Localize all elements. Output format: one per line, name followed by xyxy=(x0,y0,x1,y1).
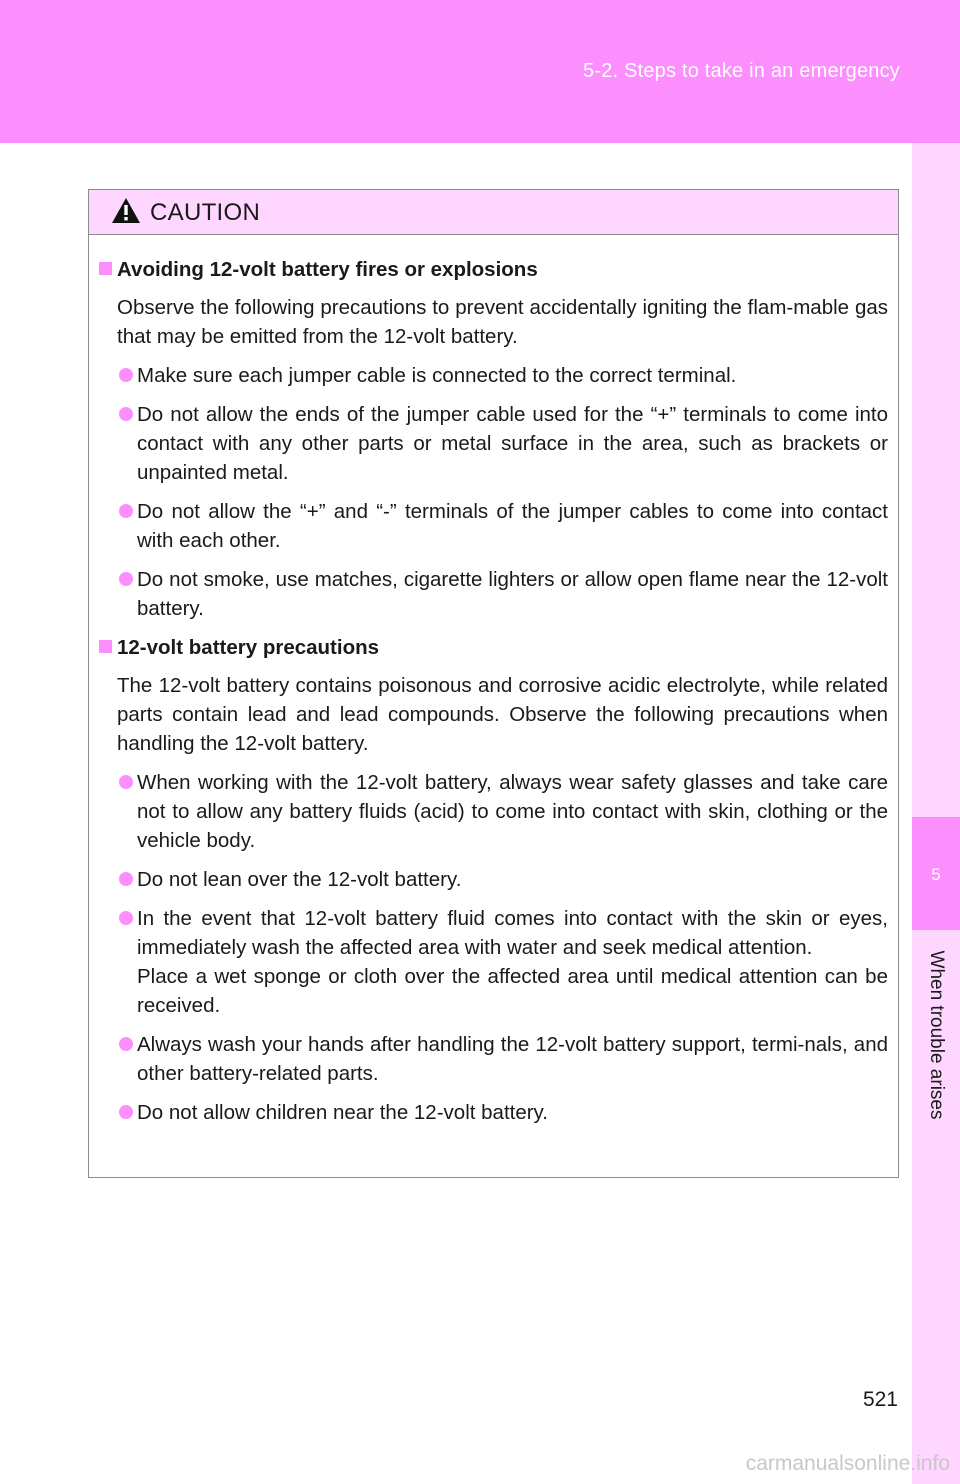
bullet-item: When working with the 12-volt battery, always wear safety glasses and take care not to allow any battery fluids (acid) to come into contact with skin, clothing or the vehicle body. xyxy=(99,768,888,855)
bullet-item: Always wash your hands after handling the 12-volt battery support, termi-nals, and other battery-related parts. xyxy=(99,1030,888,1088)
bullet-item: Do not lean over the 12-volt battery. xyxy=(99,865,888,894)
bullet-item: Do not smoke, use matches, cigarette lighters or allow open flame near the 12-volt battery. xyxy=(99,565,888,623)
chapter-number-box xyxy=(912,817,960,930)
caution-box xyxy=(88,189,899,1178)
section-title-fires: Avoiding 12-volt battery fires or explosions xyxy=(99,255,888,284)
bullet-item: Make sure each jumper cable is connected to the correct terminal. xyxy=(99,361,888,390)
watermark: carmanualsonline.info xyxy=(745,1452,950,1475)
chapter-side-tab xyxy=(912,143,960,1484)
section-heading: 5-2. Steps to take in an emergency xyxy=(583,60,900,82)
bullet-text: In the event that 12-volt battery fluid comes into contact with the skin or eyes, immediately wash the affected area with water and seek medical attention. xyxy=(137,907,888,959)
page-number: 521 xyxy=(862,1388,898,1411)
bullet-item: Do not allow the “+” and “-” terminals of the jumper cables to come into contact with each other. xyxy=(99,497,888,555)
section-title-precautions: 12-volt battery precautions xyxy=(99,633,888,662)
warning-triangle-icon xyxy=(111,197,141,224)
section-intro-precautions: The 12-volt battery contains poisonous and corrosive acidic electrolyte, while related parts contain lead and lead compounds. Observe the following precautions when handling the 12-volt battery. xyxy=(117,674,888,755)
bullet-text-continued: Place a wet sponge or cloth over the affected area until medical attention can be received. xyxy=(137,965,888,1017)
chapter-number: 5 xyxy=(931,865,941,884)
chapter-title: When trouble arises xyxy=(926,950,947,1120)
caution-header xyxy=(89,190,898,235)
page-header xyxy=(0,0,960,143)
bullet-item: Do not allow children near the 12-volt battery. xyxy=(99,1098,888,1127)
bullet-item: Do not allow the ends of the jumper cable used for the “+” terminals to come into contact with any other parts or metal surface in the area, such as brackets or unpainted metal. xyxy=(99,400,888,487)
caution-body xyxy=(89,235,898,1127)
section-intro-fires: Observe the following precautions to prevent accidentally igniting the flam-mable gas that may be emitted from the 12-volt battery. xyxy=(117,296,888,348)
caution-title: CAUTION xyxy=(150,199,261,226)
bullet-item-fluid xyxy=(99,904,888,1020)
